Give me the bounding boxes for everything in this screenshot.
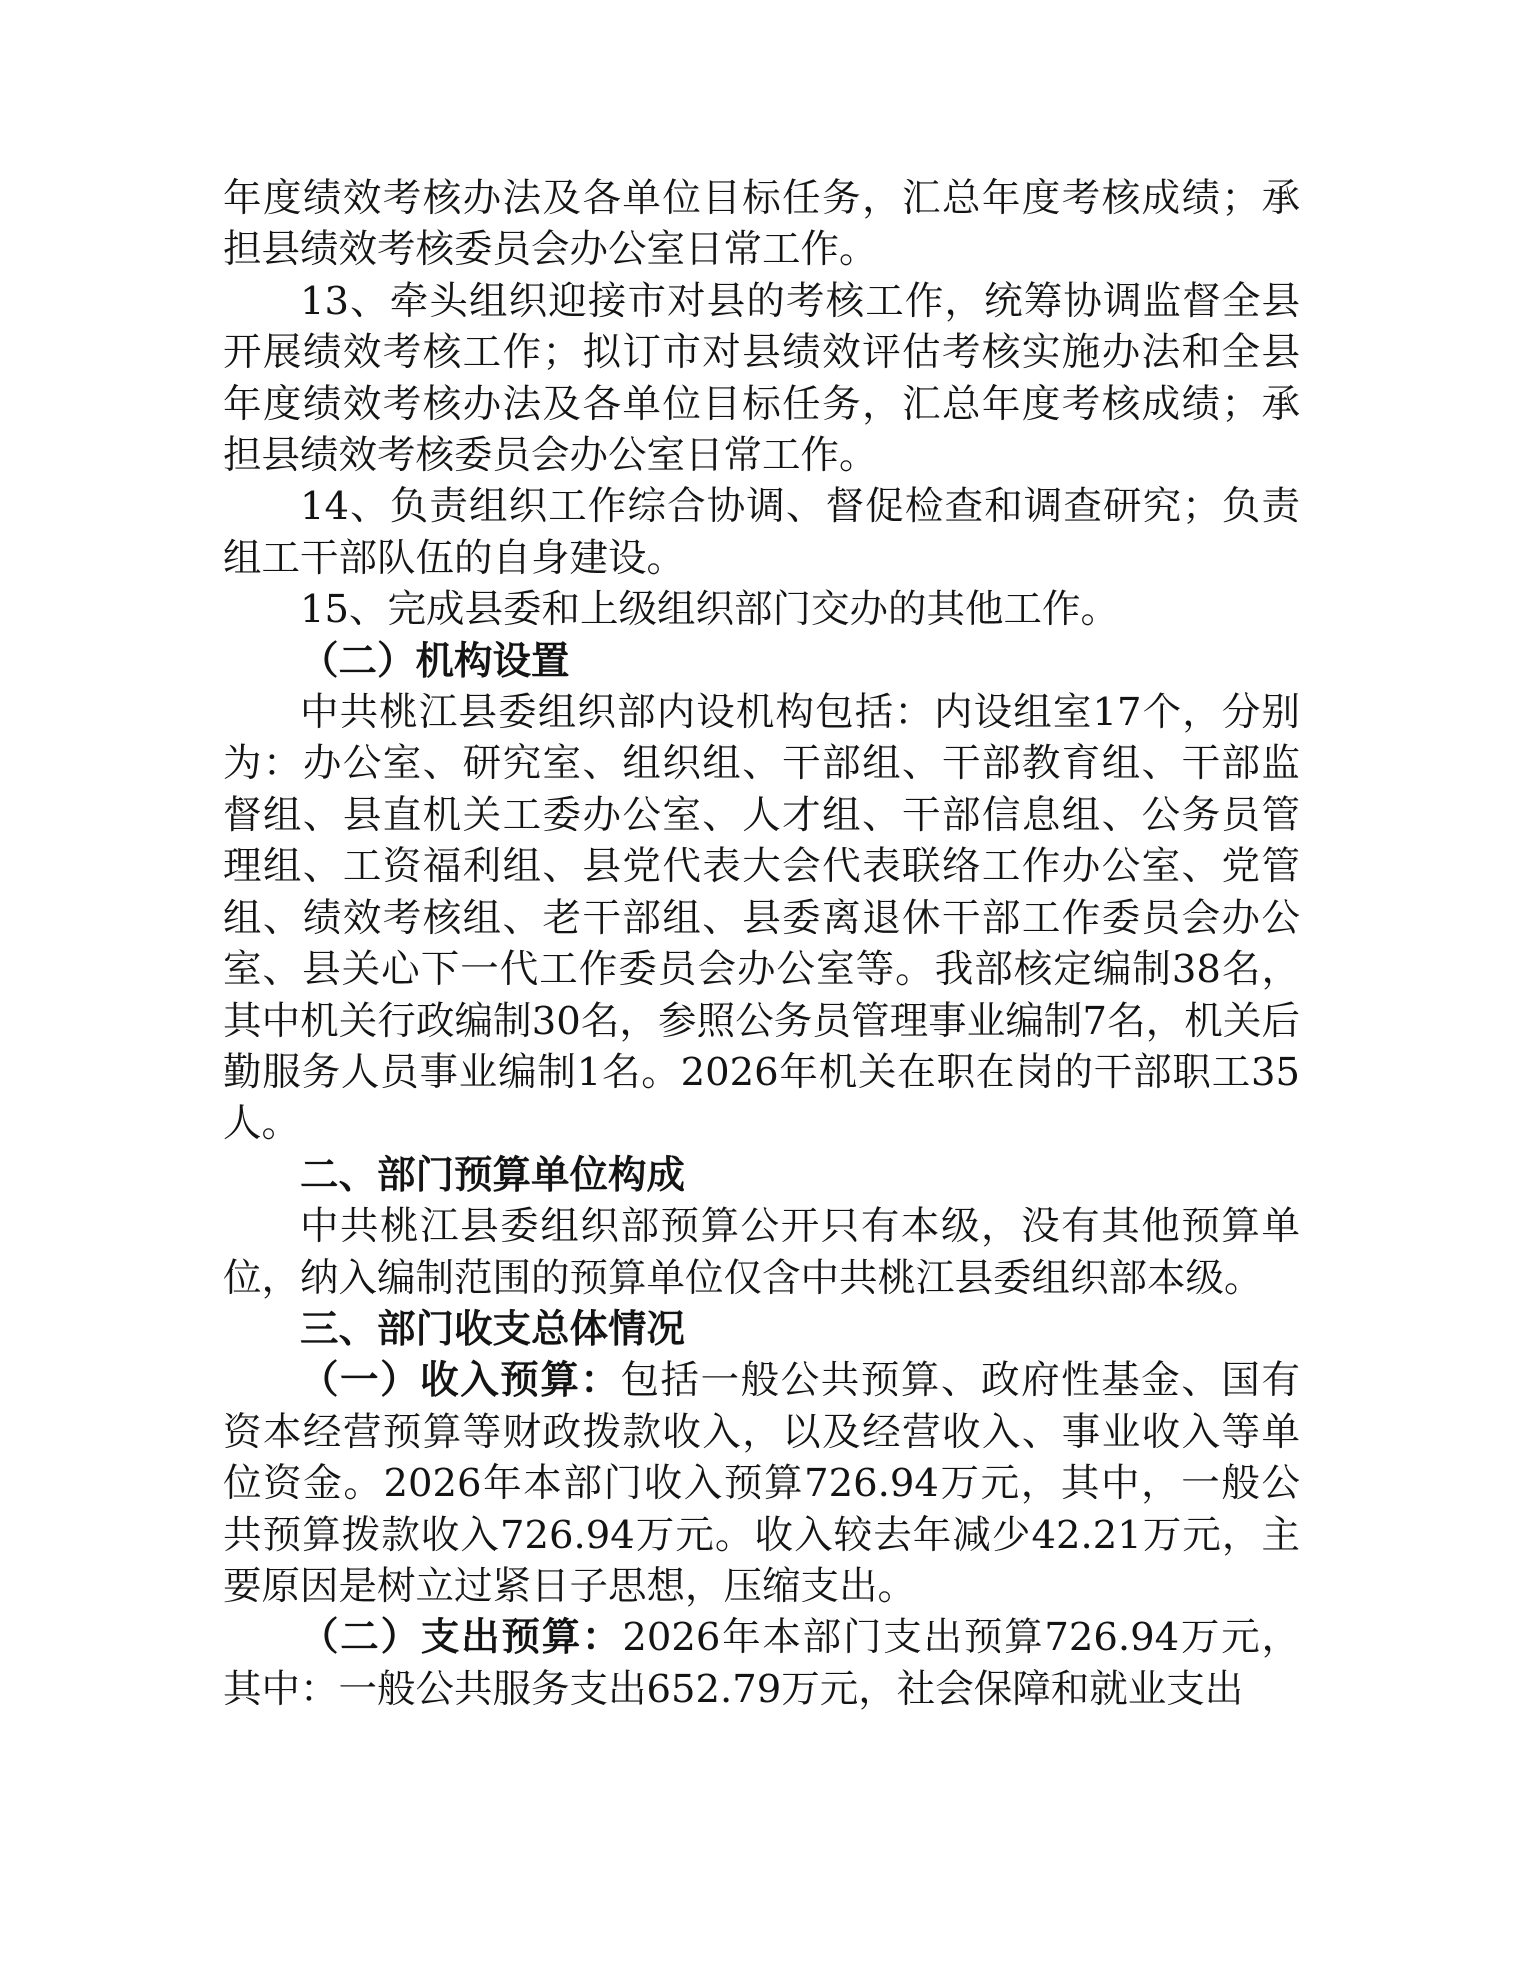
paragraph-item-13: 13、牵头组织迎接市对县的考核工作，统筹协调监督全县开展绩效考核工作；拟订市对县绩效评估考核实施办法和全县年度绩效考核办法及各单位目标任务，汇总年度考核成绩；承担县绩效考核委员会办公室日常工作。 xyxy=(223,278,1300,479)
paragraph-income-budget xyxy=(223,1355,1300,1612)
income-budget-text: 包括一般公共预算、政府性基金、国有资本经营预算等财政拨款收入，以及经营收入、事业收入等单位资金。2026年本部门收入预算726.94万元，其中，一般公共预算拨款收入726.94万元。收入较去年减少42.21万元，主要原因是树立过紧日子思想，压缩支出。 xyxy=(223,1358,1300,1609)
paragraph-budget-units: 中共桃江县委组织部预算公开只有本级，没有其他预算单位，纳入编制范围的预算单位仅含中共桃江县委组织部本级。 xyxy=(223,1204,1300,1301)
paragraph-continued: 年度绩效考核办法及各单位目标任务，汇总年度考核成绩；承担县绩效考核委员会办公室日常工作。 xyxy=(223,176,1300,273)
heading-org-structure: （二）机构设置 xyxy=(300,638,570,684)
paragraph-org-structure: 中共桃江县委组织部内设机构包括：内设组室17个，分别为：办公室、研究室、组织组、干部组、干部教育组、干部监督组、县直机关工委办公室、人才组、干部信息组、公务员管理组、工资福利组、县党代表大会代表联络工作办公室、党管组、绩效考核组、老干部组、县委离退休干部工作委员会办公室、县关心下一代工作委员会办公室等。我部核定编制38名，其中机关行政编制30名，参照公务员管理事业编制7名，机关后勤服务人员事业编制1名。2026年机关在职在岗的干部职工35人。 xyxy=(223,690,1300,1147)
expense-budget-label: （二）支出预算： xyxy=(300,1615,623,1661)
document-body xyxy=(223,173,1300,1715)
income-budget-label: （一）收入预算： xyxy=(300,1358,621,1404)
paragraph-expense-budget xyxy=(223,1612,1300,1715)
expense-budget-text: 2026年本部门支出预算726.94万元，其中：一般公共服务支出652.79万元，社会保障和就业支出 xyxy=(223,1615,1300,1712)
heading-overall-finance: 三、部门收支总体情况 xyxy=(300,1306,686,1352)
paragraph-item-15: 15、完成县委和上级组织部门交办的其他工作。 xyxy=(300,587,1119,633)
heading-budget-units: 二、部门预算单位构成 xyxy=(300,1152,686,1198)
paragraph-item-14: 14、负责组织工作综合协调、督促检查和调查研究；负责组工干部队伍的自身建设。 xyxy=(223,484,1300,581)
